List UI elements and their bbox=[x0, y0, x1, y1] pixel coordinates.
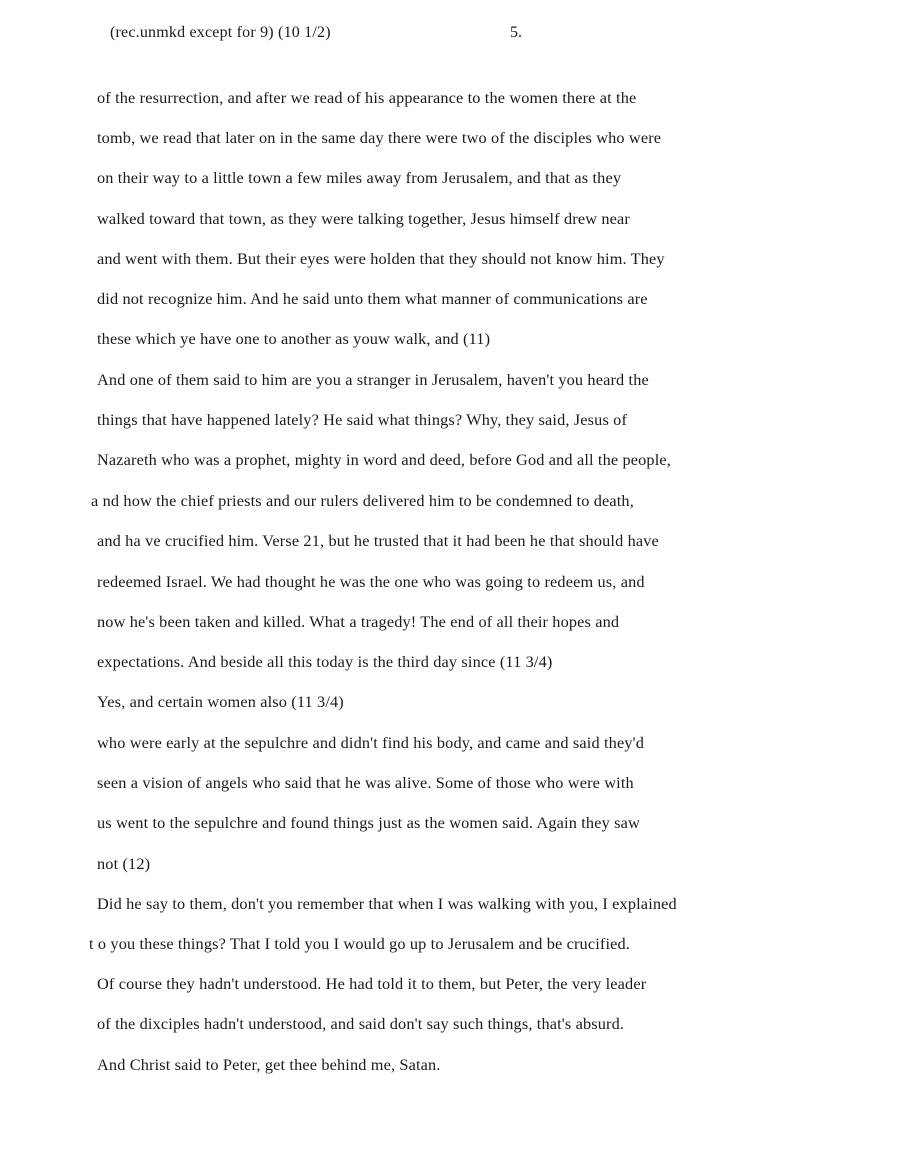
text-line: things that have happened lately? He said what things? Why, they said, Jesus of bbox=[97, 410, 628, 429]
text-line: and went with them. But their eyes were holden that they should not know him. They bbox=[97, 249, 665, 268]
text-line: seen a vision of angels who said that he was alive. Some of those who were with bbox=[97, 773, 634, 792]
page-number: 5. bbox=[510, 24, 522, 41]
text-line: and ha ve crucified him. Verse 21, but he trusted that it had been he that should have bbox=[97, 531, 659, 550]
text-line: now he's been taken and killed. What a tragedy! The end of all their hopes and bbox=[97, 612, 620, 631]
text-line: expectations. And beside all this today is the third day since (11 3/4) bbox=[97, 652, 553, 671]
text-line: t o you these things? That I told you I would go up to Jerusalem and be crucified. bbox=[89, 934, 631, 953]
text-line: redeemed Israel. We had thought he was the one who was going to redeem us, and bbox=[97, 572, 645, 591]
text-line: And one of them said to him are you a stranger in Jerusalem, haven't you heard the bbox=[97, 370, 649, 389]
text-line: of the dixciples hadn't understood, and said don't say such things, that's absurd. bbox=[97, 1014, 625, 1033]
text-line: walked toward that town, as they were talking together, Jesus himself drew near bbox=[97, 209, 630, 228]
text-line: Nazareth who was a prophet, mighty in word and deed, before God and all the people, bbox=[97, 450, 671, 469]
text-line: these which ye have one to another as youw walk, and (11) bbox=[97, 329, 491, 348]
text-line: And Christ said to Peter, get thee behind me, Satan. bbox=[97, 1055, 441, 1074]
text-line: tomb, we read that later on in the same day there were two of the disciples who were bbox=[97, 128, 662, 147]
text-line: Of course they hadn't understood. He had told it to them, but Peter, the very leader bbox=[97, 974, 647, 993]
text-line: on their way to a little town a few miles away from Jerusalem, and that as they bbox=[97, 168, 622, 187]
text-line: Did he say to them, don't you remember that when I was walking with you, I explained bbox=[97, 894, 677, 913]
text-line: us went to the sepulchre and found things just as the women said. Again they saw bbox=[97, 813, 640, 832]
text-line: did not recognize him. And he said unto them what manner of communications are bbox=[97, 289, 648, 308]
text-line: a nd how the chief priests and our rulers delivered him to be condemned to death, bbox=[91, 491, 634, 510]
text-line: who were early at the sepulchre and didn't find his body, and came and said they'd bbox=[97, 733, 644, 752]
text-line: not (12) bbox=[97, 854, 151, 873]
page-header-note: (rec.unmkd except for 9) (10 1/2) bbox=[110, 24, 331, 41]
text-line: Yes, and certain women also (11 3/4) bbox=[97, 692, 344, 711]
text-line: of the resurrection, and after we read of his appearance to the women there at the bbox=[97, 88, 637, 107]
